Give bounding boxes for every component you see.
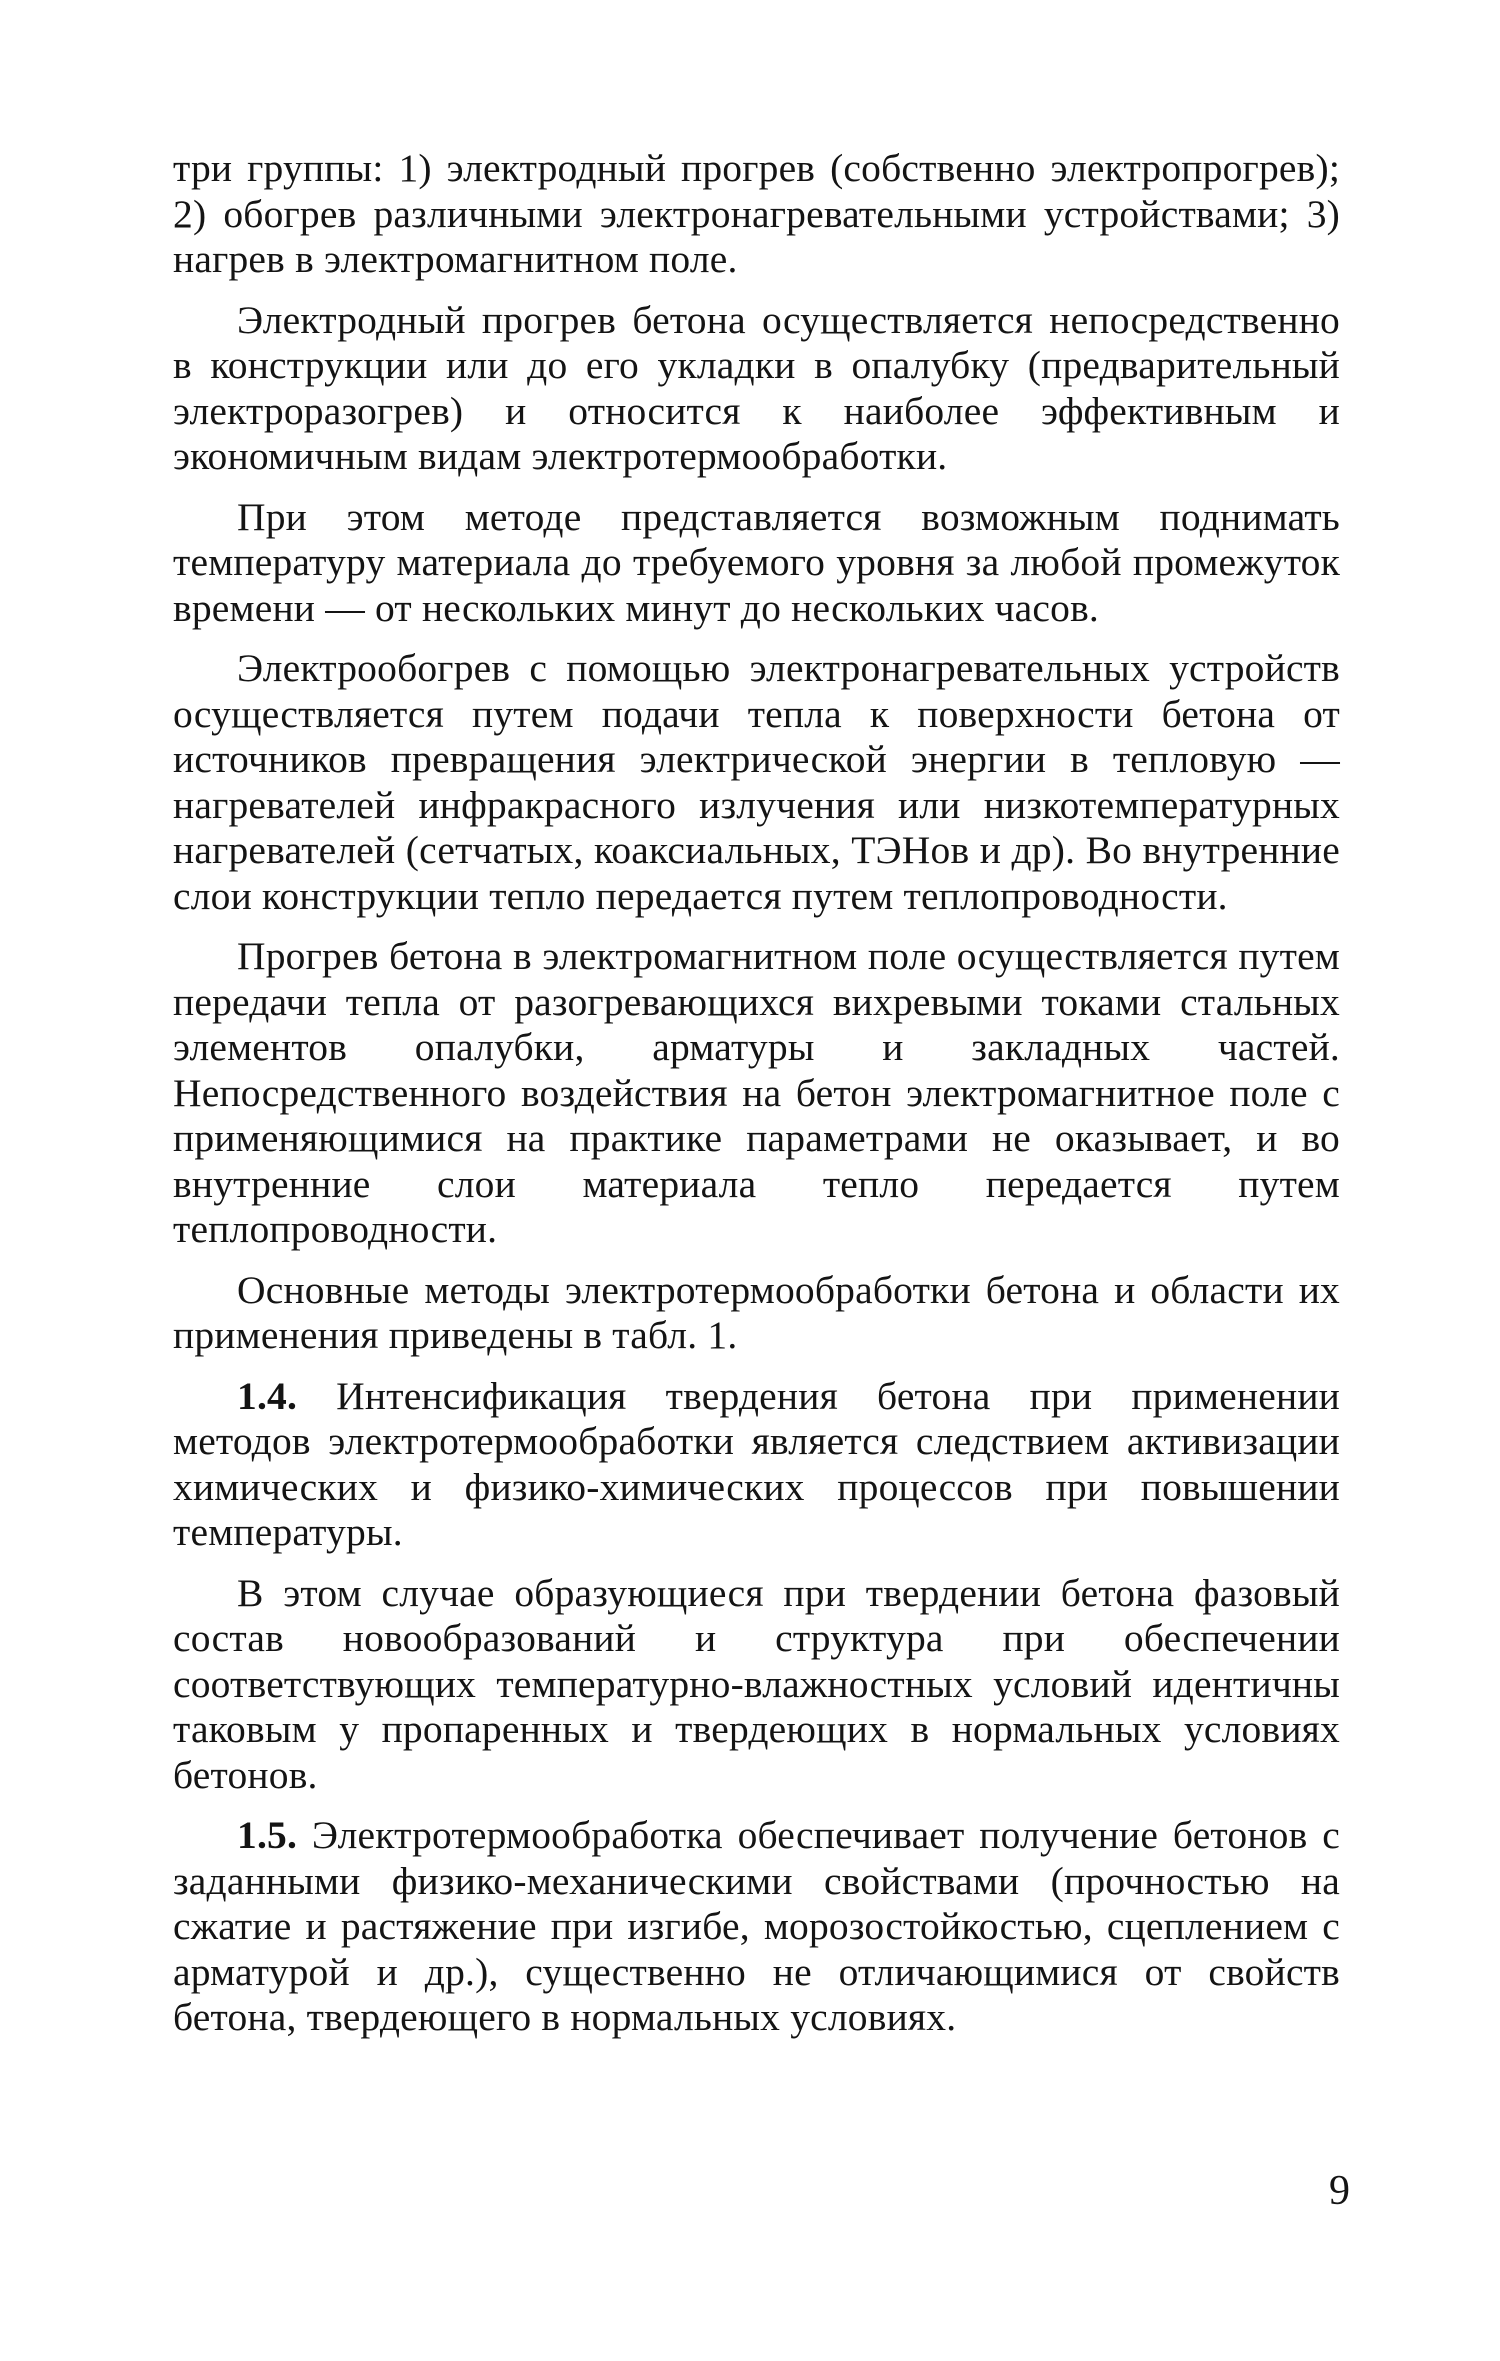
page-number: 9 (1329, 2168, 1350, 2214)
paragraph-text: Электротермообработка обеспечивает получение бетонов с заданными физико-механическими свойствами (прочностью на сжатие и растяжение при изгибе, морозостойкостью, сцеплением с арматурой и др.), существенно не отличающимися от свойств бетона, твердеющего в нормальных условиях. (173, 1813, 1340, 2039)
section-number: 1.5. (237, 1813, 298, 1857)
paragraph-6 (173, 1268, 1340, 1359)
paragraph-text: При этом методе представляется возможным поднимать температуру материала до требуемого уровня за любой промежуток времени — от нескольких минут до нескольких часов. (173, 494, 1340, 630)
paragraph-1 (173, 146, 1340, 283)
paragraph-text: В этом случае образующиеся при твердении бетона фазовый состав новообразований и структура при обеспечении соответствующих температурно-влажностных условий идентичны таковым у пропаренных и твердеющих в нормальных условиях бетонов. (173, 1570, 1340, 1797)
paragraph-4 (173, 646, 1340, 919)
paragraph-text: Электрообогрев с помощью электронагревательных устройств осуществляется путем подачи тепла к поверхности бетона от источников превращения электрической энергии в тепловую — нагревателей инфракрасного излучения или низкотемпературных нагревателей (сетчатых, коаксиальных, ТЭНов и др). Во внутренние слои конструкции тепло передается путем теплопроводности. (173, 646, 1340, 918)
page-body (173, 146, 1340, 2056)
paragraph-text: Основные методы электротермообработки бетона и области их применения приведены в табл. 1. (173, 1267, 1340, 1357)
paragraph-3 (173, 495, 1340, 632)
paragraph-5 (173, 934, 1340, 1253)
paragraph-text: Электродный прогрев бетона осуществляется непосредственно в конструкции или до его укладки в опалубку (предварительный электроразогрев) и относится к наиболее эффективным и экономичным видам электротермообработки. (173, 297, 1340, 478)
section-number: 1.4. (237, 1373, 298, 1418)
paragraph-9-section-1-5 (173, 1813, 1340, 2041)
paragraph-text: Интенсификация твердения бетона при применении методов электротермообработки является следствием активизации химических и физико-химических процессов при повышении температуры. (173, 1373, 1340, 1554)
paragraph-7-section-1-4 (173, 1374, 1340, 1556)
paragraph-text: Прогрев бетона в электромагнитном поле осуществляется путем передачи тепла от разогревающихся вихревыми токами стальных элементов опалубки, арматуры и закладных частей. Непосредственного воздействия на бетон электромагнитное поле с применяющимися на практике параметрами не оказывает, и во внутренние слои материала тепло передается путем теплопроводности. (173, 934, 1340, 1251)
paragraph-text: три группы: 1) электродный прогрев (собственно электропрогрев); 2) обогрев различными электронагревательными устройствами; 3) нагрев в электромагнитном поле. (173, 146, 1340, 281)
paragraph-2 (173, 298, 1340, 480)
paragraph-8 (173, 1571, 1340, 1799)
